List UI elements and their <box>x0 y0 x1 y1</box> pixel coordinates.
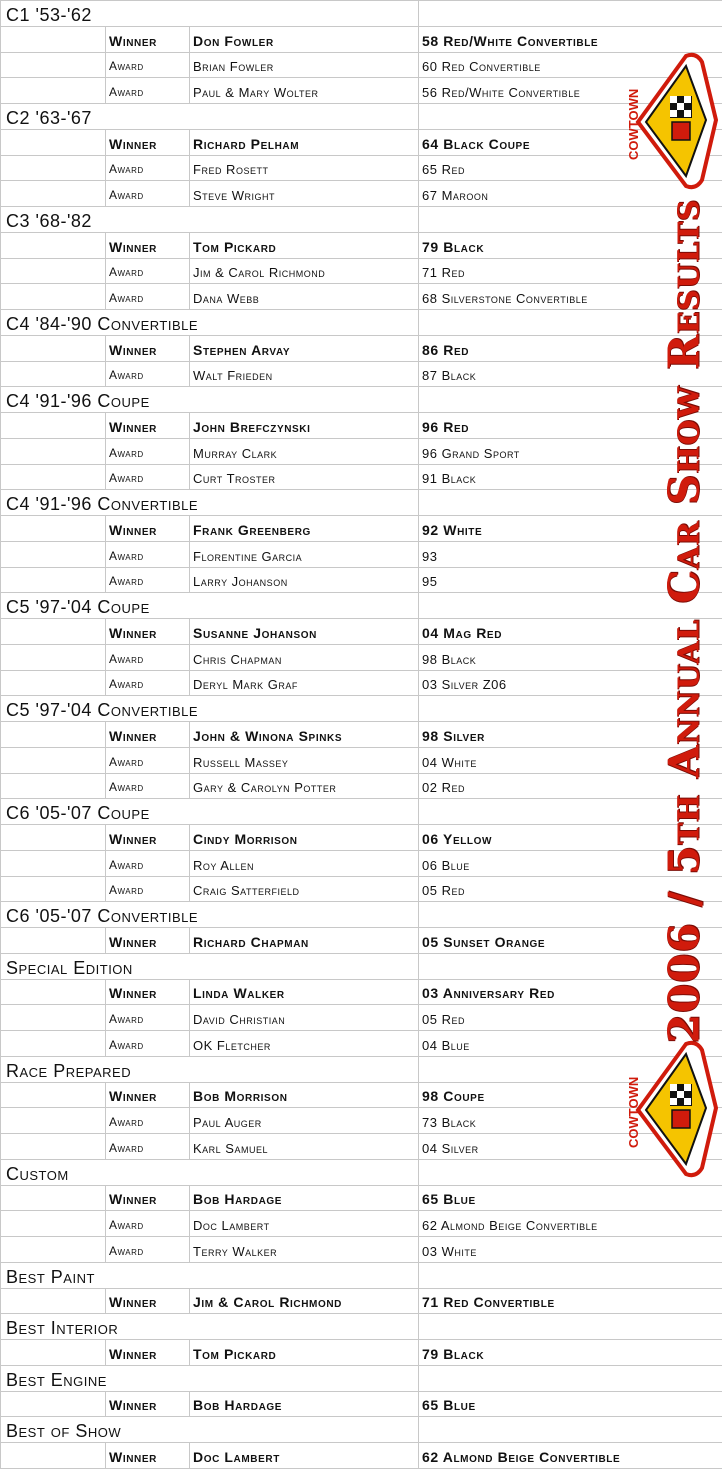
indent-cell <box>1 670 106 696</box>
entry-type: Award <box>106 670 190 696</box>
category-name: C3 '68-'82 <box>1 207 419 233</box>
indent-cell <box>1 413 106 439</box>
entry-type: Winner <box>106 1391 190 1417</box>
car-description: 98 Coupe <box>419 1082 722 1108</box>
category-row <box>1 310 722 336</box>
winner-row <box>1 232 722 258</box>
entry-type: Award <box>106 1005 190 1031</box>
category-row <box>1 902 722 928</box>
award-row <box>1 1031 722 1057</box>
indent-cell <box>1 541 106 567</box>
car-description: 65 Blue <box>419 1391 722 1417</box>
car-description: 62 Almond Beige Convertible <box>419 1211 722 1237</box>
award-row <box>1 52 722 78</box>
award-row <box>1 1134 722 1160</box>
category-row <box>1 207 722 233</box>
entry-type: Winner <box>106 928 190 954</box>
entrant-name: Richard Chapman <box>190 928 419 954</box>
car-description: 04 White <box>419 747 722 773</box>
empty-cell <box>419 1365 722 1391</box>
entry-type: Award <box>106 1108 190 1134</box>
car-description: 03 Anniversary Red <box>419 979 722 1005</box>
car-description: 73 Black <box>419 1108 722 1134</box>
entry-type: Award <box>106 464 190 490</box>
car-description: 60 Red Convertible <box>419 52 722 78</box>
indent-cell <box>1 1108 106 1134</box>
award-row <box>1 670 722 696</box>
entrant-name: Stephen Arvay <box>190 335 419 361</box>
category-name: Best of Show <box>1 1417 419 1443</box>
entrant-name: Susanne Johanson <box>190 619 419 645</box>
indent-cell <box>1 516 106 542</box>
entry-type: Winner <box>106 232 190 258</box>
award-row <box>1 258 722 284</box>
entrant-name: Florentine Garcia <box>190 541 419 567</box>
banner-title-text: 2006 / 5th Annual Car Show Results <box>659 198 709 1044</box>
category-row <box>1 1417 722 1443</box>
indent-cell <box>1 52 106 78</box>
car-description: 06 Blue <box>419 850 722 876</box>
indent-cell <box>1 773 106 799</box>
award-row <box>1 1237 722 1263</box>
winner-row <box>1 1391 722 1417</box>
award-row <box>1 78 722 104</box>
car-description: 93 <box>419 541 722 567</box>
car-description: 92 White <box>419 516 722 542</box>
category-name: Race Prepared <box>1 1056 419 1082</box>
car-description: 04 Silver <box>419 1134 722 1160</box>
car-description: 56 Red/White Convertible <box>419 78 722 104</box>
car-description: 05 Red <box>419 876 722 902</box>
indent-cell <box>1 722 106 748</box>
winner-row <box>1 619 722 645</box>
winner-row <box>1 1185 722 1211</box>
indent-cell <box>1 464 106 490</box>
car-description: 05 Red <box>419 1005 722 1031</box>
indent-cell <box>1 1185 106 1211</box>
entrant-name: Frank Greenberg <box>190 516 419 542</box>
category-name: Best Interior <box>1 1314 419 1340</box>
entrant-name: Jim & Carol Richmond <box>190 258 419 284</box>
indent-cell <box>1 825 106 851</box>
car-description: 65 Blue <box>419 1185 722 1211</box>
entrant-name: Walt Frieden <box>190 361 419 387</box>
entry-type: Winner <box>106 1443 190 1469</box>
car-description: 91 Black <box>419 464 722 490</box>
award-row <box>1 747 722 773</box>
award-row <box>1 361 722 387</box>
indent-cell <box>1 361 106 387</box>
winner-row <box>1 413 722 439</box>
entrant-name: Craig Satterfield <box>190 876 419 902</box>
entrant-name: Bob Hardage <box>190 1391 419 1417</box>
car-description: 71 Red <box>419 258 722 284</box>
indent-cell <box>1 850 106 876</box>
entrant-name: Tom Pickard <box>190 1340 419 1366</box>
indent-cell <box>1 181 106 207</box>
indent-cell <box>1 1005 106 1031</box>
category-row <box>1 1314 722 1340</box>
banner-title <box>650 196 718 1046</box>
indent-cell <box>1 155 106 181</box>
entrant-name: Steve Wright <box>190 181 419 207</box>
category-name: Special Edition <box>1 953 419 979</box>
entrant-name: Bob Morrison <box>190 1082 419 1108</box>
entrant-name: Gary & Carolyn Potter <box>190 773 419 799</box>
category-row <box>1 1262 722 1288</box>
car-description: 98 Black <box>419 644 722 670</box>
entrant-name: OK Fletcher <box>190 1031 419 1057</box>
entry-type: Award <box>106 541 190 567</box>
entrant-name: Doc Lambert <box>190 1211 419 1237</box>
category-row <box>1 799 722 825</box>
winner-row <box>1 1288 722 1314</box>
car-description: 05 Sunset Orange <box>419 928 722 954</box>
category-row <box>1 104 722 130</box>
entry-type: Award <box>106 438 190 464</box>
car-description: 67 Maroon <box>419 181 722 207</box>
category-row <box>1 1365 722 1391</box>
car-description: 96 Red <box>419 413 722 439</box>
category-name: C2 '63-'67 <box>1 104 419 130</box>
indent-cell <box>1 129 106 155</box>
entrant-name: Jim & Carol Richmond <box>190 1288 419 1314</box>
award-row <box>1 438 722 464</box>
indent-cell <box>1 1082 106 1108</box>
entrant-name: Richard Pelham <box>190 129 419 155</box>
entry-type: Award <box>106 850 190 876</box>
entrant-name: Russell Massey <box>190 747 419 773</box>
winner-row <box>1 825 722 851</box>
entry-type: Winner <box>106 1185 190 1211</box>
logo-lettering: COWTOWN <box>626 1076 641 1148</box>
indent-cell <box>1 438 106 464</box>
indent-cell <box>1 1340 106 1366</box>
crest-icon <box>672 1110 690 1128</box>
entry-type: Award <box>106 1211 190 1237</box>
winner-row <box>1 928 722 954</box>
entrant-name: Karl Samuel <box>190 1134 419 1160</box>
winner-row <box>1 1082 722 1108</box>
entrant-name: Bob Hardage <box>190 1185 419 1211</box>
winner-row <box>1 26 722 52</box>
crest-icon <box>672 122 690 140</box>
car-description: 87 Black <box>419 361 722 387</box>
entry-type: Award <box>106 644 190 670</box>
entrant-name: John & Winona Spinks <box>190 722 419 748</box>
indent-cell <box>1 1288 106 1314</box>
entry-type: Winner <box>106 26 190 52</box>
indent-cell <box>1 747 106 773</box>
winner-row <box>1 979 722 1005</box>
entry-type: Winner <box>106 979 190 1005</box>
entry-type: Award <box>106 747 190 773</box>
car-description: 64 Black Coupe <box>419 129 722 155</box>
entrant-name: Tom Pickard <box>190 232 419 258</box>
empty-cell <box>419 1314 722 1340</box>
logo-lettering: COWTOWN <box>626 88 641 160</box>
award-row <box>1 644 722 670</box>
entrant-name: Deryl Mark Graf <box>190 670 419 696</box>
category-row <box>1 1 722 27</box>
indent-cell <box>1 26 106 52</box>
entry-type: Award <box>106 361 190 387</box>
award-row <box>1 1211 722 1237</box>
entry-type: Award <box>106 155 190 181</box>
empty-cell <box>419 1417 722 1443</box>
category-row <box>1 953 722 979</box>
indent-cell <box>1 567 106 593</box>
entrant-name: Paul Auger <box>190 1108 419 1134</box>
entry-type: Award <box>106 567 190 593</box>
category-name: Custom <box>1 1159 419 1185</box>
empty-cell <box>419 1262 722 1288</box>
entrant-name: David Christian <box>190 1005 419 1031</box>
award-row <box>1 541 722 567</box>
car-description: 04 Mag Red <box>419 619 722 645</box>
entry-type: Winner <box>106 825 190 851</box>
entrant-name: Paul & Mary Wolter <box>190 78 419 104</box>
entrant-name: Cindy Morrison <box>190 825 419 851</box>
car-description: 58 Red/White Convertible <box>419 26 722 52</box>
entrant-name: Roy Allen <box>190 850 419 876</box>
category-name: C4 '91-'96 Coupe <box>1 387 419 413</box>
category-name: C5 '97-'04 Coupe <box>1 593 419 619</box>
entry-type: Award <box>106 1031 190 1057</box>
car-description: 79 Black <box>419 232 722 258</box>
indent-cell <box>1 876 106 902</box>
indent-cell <box>1 335 106 361</box>
award-row <box>1 773 722 799</box>
award-row <box>1 876 722 902</box>
entry-type: Award <box>106 773 190 799</box>
entry-type: Winner <box>106 129 190 155</box>
car-description: 98 Silver <box>419 722 722 748</box>
entrant-name: Brian Fowler <box>190 52 419 78</box>
indent-cell <box>1 979 106 1005</box>
car-description: 03 White <box>419 1237 722 1263</box>
indent-cell <box>1 258 106 284</box>
entrant-name: Fred Rosett <box>190 155 419 181</box>
car-description: 65 Red <box>419 155 722 181</box>
entrant-name: John Brefczynski <box>190 413 419 439</box>
entry-type: Winner <box>106 619 190 645</box>
entrant-name: Larry Johanson <box>190 567 419 593</box>
indent-cell <box>1 1031 106 1057</box>
entry-type: Winner <box>106 516 190 542</box>
car-description: 71 Red Convertible <box>419 1288 722 1314</box>
category-name: C5 '97-'04 Convertible <box>1 696 419 722</box>
indent-cell <box>1 1443 106 1469</box>
entry-type: Award <box>106 1134 190 1160</box>
category-row <box>1 1056 722 1082</box>
entrant-name: Murray Clark <box>190 438 419 464</box>
results-body <box>1 1 722 1469</box>
category-name: C1 '53-'62 <box>1 1 419 27</box>
entrant-name: Chris Chapman <box>190 644 419 670</box>
indent-cell <box>1 232 106 258</box>
car-description: 96 Grand Sport <box>419 438 722 464</box>
entry-type: Award <box>106 284 190 310</box>
indent-cell <box>1 1211 106 1237</box>
category-row <box>1 490 722 516</box>
entrant-name: Dana Webb <box>190 284 419 310</box>
cowtown-vettes-logo-bottom <box>626 1040 718 1180</box>
winner-row <box>1 1340 722 1366</box>
car-description: 04 Blue <box>419 1031 722 1057</box>
entrant-name: Doc Lambert <box>190 1443 419 1469</box>
award-row <box>1 1108 722 1134</box>
entry-type: Award <box>106 876 190 902</box>
car-description: 95 <box>419 567 722 593</box>
indent-cell <box>1 284 106 310</box>
category-row <box>1 696 722 722</box>
winner-row <box>1 722 722 748</box>
category-row <box>1 593 722 619</box>
category-name: Best Engine <box>1 1365 419 1391</box>
award-row <box>1 567 722 593</box>
car-description: 86 Red <box>419 335 722 361</box>
winner-row <box>1 335 722 361</box>
entry-type: Award <box>106 1237 190 1263</box>
entrant-name: Terry Walker <box>190 1237 419 1263</box>
car-description: 06 Yellow <box>419 825 722 851</box>
entry-type: Winner <box>106 413 190 439</box>
winner-row <box>1 1443 722 1469</box>
entry-type: Award <box>106 181 190 207</box>
car-description: 68 Silverstone Convertible <box>419 284 722 310</box>
award-row <box>1 850 722 876</box>
entry-type: Award <box>106 258 190 284</box>
category-name: C6 '05-'07 Convertible <box>1 902 419 928</box>
winner-row <box>1 129 722 155</box>
award-row <box>1 464 722 490</box>
award-row <box>1 155 722 181</box>
award-row <box>1 284 722 310</box>
entry-type: Winner <box>106 1288 190 1314</box>
empty-cell <box>419 1 722 27</box>
car-description: 79 Black <box>419 1340 722 1366</box>
entry-type: Winner <box>106 1082 190 1108</box>
category-row <box>1 1159 722 1185</box>
category-row <box>1 387 722 413</box>
entrant-name: Don Fowler <box>190 26 419 52</box>
car-description: 03 Silver Z06 <box>419 670 722 696</box>
award-row <box>1 1005 722 1031</box>
car-description: 02 Red <box>419 773 722 799</box>
cowtown-vettes-logo <box>626 52 718 192</box>
indent-cell <box>1 644 106 670</box>
award-row <box>1 181 722 207</box>
indent-cell <box>1 1237 106 1263</box>
entry-type: Winner <box>106 1340 190 1366</box>
entry-type: Award <box>106 78 190 104</box>
entrant-name: Curt Troster <box>190 464 419 490</box>
category-name: C4 '84-'90 Convertible <box>1 310 419 336</box>
category-name: C6 '05-'07 Coupe <box>1 799 419 825</box>
indent-cell <box>1 928 106 954</box>
indent-cell <box>1 78 106 104</box>
entry-type: Award <box>106 52 190 78</box>
indent-cell <box>1 1391 106 1417</box>
winner-row <box>1 516 722 542</box>
category-name: C4 '91-'96 Convertible <box>1 490 419 516</box>
entrant-name: Linda Walker <box>190 979 419 1005</box>
category-name: Best Paint <box>1 1262 419 1288</box>
entry-type: Winner <box>106 335 190 361</box>
indent-cell <box>1 619 106 645</box>
indent-cell <box>1 1134 106 1160</box>
car-description: 62 Almond Beige Convertible <box>419 1443 722 1469</box>
entry-type: Winner <box>106 722 190 748</box>
